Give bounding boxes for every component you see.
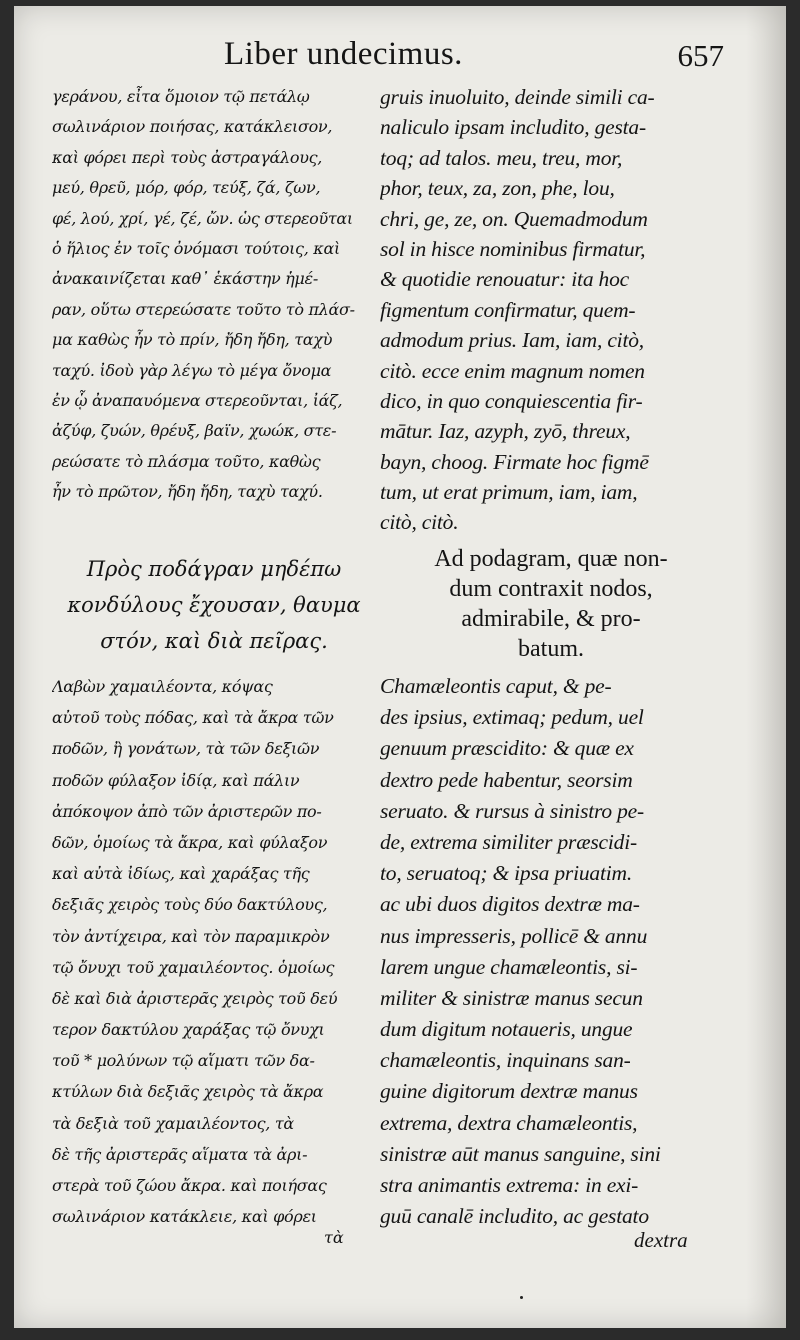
latin-text-line: bayn, choog. Firmate hoc figmē — [380, 449, 649, 474]
greek-text-line: σωλινάριον ποιήσας, κατάκλεισον, — [52, 117, 333, 137]
latin-text-line: figmentum confirmatur, quem- — [380, 297, 636, 322]
book-page — [14, 6, 786, 1328]
latin-text-line: naliculo ipsam includito, gesta- — [380, 115, 646, 140]
greek-heading-line: Πρὸς ποδάγραν μηδέπω — [86, 557, 342, 581]
running-title: Liber undecimus. — [224, 36, 463, 72]
latin-text-line: ac ubi duos digitos dextræ ma- — [380, 892, 640, 917]
latin-text-line: dextro pede habentur, seorsim — [380, 767, 633, 792]
latin-section-heading — [386, 544, 716, 664]
latin-catchword: dextra — [634, 1228, 688, 1252]
latin-text-line: de, extrema similiter præscidi- — [380, 829, 637, 854]
latin-column-body — [380, 671, 710, 1232]
latin-text-line: sol in hisce nominibus firmatur, — [380, 236, 646, 261]
greek-text-line: καὶ αὐτὰ ἰδίως, καὶ χαράξας τῆς — [52, 864, 310, 884]
greek-text-line: ἐν ᾧ ἀναπαυόμενα στερεοῦνται, ἰάζ, — [52, 390, 343, 410]
latin-text-line: larem ungue chamæleontis, si- — [380, 954, 638, 979]
greek-text-line: τερον δακτύλου χαράξας τῷ ὄνυχι — [52, 1020, 325, 1040]
latin-text-line: chri, ge, ze, on. Quemadmodum — [380, 206, 648, 231]
latin-text-line: gruis inuoluito, deinde simili ca- — [380, 85, 655, 109]
greek-text-line: δεξιᾶς χειρὸς τοὺς δύο δακτύλους, — [52, 895, 328, 915]
greek-column-body — [52, 671, 374, 1232]
latin-text-line: citò, citò. — [380, 510, 459, 535]
greek-text-line: γεράνου, εἶτα ὅμοιον τῷ πετάλῳ — [52, 87, 310, 106]
latin-text-line: guine digitorum dextræ manus — [380, 1079, 638, 1104]
greek-text-line: ἀνακαινίζεται καθ᾽ ἑκάστην ἡμέ- — [52, 269, 318, 289]
greek-text-line: μεύ, θρεῦ, μόρ, φόρ, τεύξ, ζά, ζων, — [52, 178, 321, 198]
greek-text-line: ἦν τὸ πρῶτον, ἤδη ἤδη, ταχὺ ταχύ. — [52, 482, 323, 502]
latin-text-line: toq; ad talos. meu, treu, mor, — [380, 145, 623, 170]
greek-heading-line: κονδύλους ἔχουσαν, θαυμα — [67, 593, 361, 617]
latin-text-line: sinistræ aūt manus sanguine, sini — [380, 1141, 661, 1166]
greek-text-line: τὸν ἀντίχειρα, καὶ τὸν παραμικρὸν — [52, 926, 330, 946]
greek-text-line: δὲ τῆς ἀριστερᾶς αἵματα τὰ ἀρι- — [52, 1144, 308, 1164]
latin-heading-line: batum. — [518, 636, 584, 662]
greek-text-line: ρεώσατε τὸ πλάσμα τοῦτο, καθὼς — [52, 451, 321, 471]
latin-text-line: Chamæleontis caput, & pe- — [380, 674, 612, 698]
latin-text-line: militer & sinistræ manus secun — [380, 985, 643, 1010]
greek-text-line: δῶν, ὁμοίως τὰ ἄκρα, καὶ φύλαξον — [52, 832, 328, 852]
greek-heading-line: στόν, καὶ διὰ πεῖρας. — [100, 629, 328, 653]
greek-text-line: στερὰ τοῦ ζώου ἄκρα. καὶ ποιήσας — [52, 1176, 327, 1195]
greek-text-line: ἀπόκοψον ἀπὸ τῶν ἀριστερῶν πο- — [52, 801, 322, 821]
greek-text-line: σωλινάριον κατάκλειε, καὶ φόρει — [52, 1207, 317, 1227]
page-number: 657 — [677, 38, 724, 73]
greek-text-line: ἀζύφ, ζυών, θρέυξ, βαϊν, χωώκ, στε- — [52, 421, 337, 441]
latin-text-line: genuum præscidito: & quæ ex — [380, 736, 634, 761]
greek-catchword: τὰ — [324, 1228, 344, 1247]
latin-column-top — [380, 82, 710, 538]
greek-text-line: κτύλων διὰ δεξιᾶς χειρὸς τὰ ἄκρα — [52, 1082, 324, 1102]
page-header — [14, 36, 786, 86]
greek-text-line: φέ, λού, χρί, γέ, ζέ, ὤν. ὡς στερεοῦται — [52, 208, 353, 228]
greek-section-heading — [54, 551, 374, 659]
greek-text-line: τοῦ * μολύνων τῷ αἵματι τῶν δα- — [52, 1051, 315, 1071]
latin-text-line: & quotidie renouatur: ita hoc — [380, 267, 629, 292]
greek-text-line: ταχύ. ἰδοὺ γὰρ λέγω τὸ μέγα ὄνομα — [52, 360, 332, 380]
latin-text-line: citò. ecce enim magnum nomen — [380, 358, 645, 383]
greek-text-line: δὲ καὶ διὰ ἀριστερᾶς χειρὸς τοῦ δεύ — [52, 988, 338, 1008]
latin-text-line: stra animantis extrema: in exi- — [380, 1173, 639, 1197]
latin-text-line: mātur. Iaz, azyph, zyō, threux, — [380, 419, 631, 444]
greek-text-line: ποδῶν φύλαξον ἰδίᾳ, καὶ πάλιν — [52, 770, 300, 790]
latin-text-line: guū canalē includito, ac gestato — [380, 1204, 649, 1229]
latin-text-line: dico, in quo conquiescentia fir- — [380, 388, 643, 413]
page-edge-shadow — [746, 6, 786, 1328]
latin-text-line: to, seruatoq; & ipsa priuatim. — [380, 861, 633, 886]
latin-text-line: chamæleontis, inquinans san- — [380, 1048, 631, 1073]
greek-text-line: ποδῶν, ἢ γονάτων, τὰ τῶν δεξιῶν — [52, 739, 320, 759]
greek-column-top — [52, 82, 374, 507]
greek-text-line: αὐτοῦ τοὺς πόδας, καὶ τὰ ἄκρα τῶν — [52, 708, 334, 728]
greek-text-line: μα καθὼς ἦν τὸ πρίν, ἤδη ἤδη, ταχὺ — [52, 330, 333, 350]
latin-text-line: tum, ut erat primum, iam, iam, — [380, 480, 638, 505]
latin-text-line: nus impresseris, pollicē & annu — [380, 923, 648, 948]
greek-text-line: ραν, οὕτω στερεώσατε τοῦτο τὸ πλάσ- — [52, 299, 355, 319]
greek-text-line: τὰ δεξιὰ τοῦ χαμαιλέοντος, τὰ — [52, 1113, 294, 1133]
latin-heading-line: dum contraxit nodos, — [449, 576, 653, 602]
latin-heading-line: Ad podagram, quæ non- — [434, 546, 668, 572]
latin-text-line: seruato. & rursus à sinistro pe- — [380, 798, 644, 823]
latin-heading-line: admirabile, & pro- — [461, 606, 641, 632]
latin-text-line: phor, teux, za, zon, phe, lou, — [380, 176, 615, 201]
latin-text-line: extrema, dextra chamæleontis, — [380, 1110, 638, 1135]
greek-text-line: Λαβὼν χαμαιλέοντα, κόψας — [52, 677, 273, 696]
greek-text-line: ὁ ἥλιος ἐν τοῖς ὀνόμασι τούτοις, καὶ — [52, 238, 340, 258]
greek-text-line: τῷ ὄνυχι τοῦ χαμαιλέοντος. ὁμοίως — [52, 957, 335, 977]
latin-text-line: admodum prius. Iam, iam, citò, — [380, 328, 644, 353]
latin-text-line: dum digitum notaueris, ungue — [380, 1017, 633, 1042]
latin-text-line: des ipsius, extimaq; pedum, uel — [380, 705, 644, 730]
greek-text-line: καὶ φόρει περὶ τοὺς ἀστραγάλους, — [52, 147, 323, 167]
ink-speck — [520, 1296, 523, 1299]
